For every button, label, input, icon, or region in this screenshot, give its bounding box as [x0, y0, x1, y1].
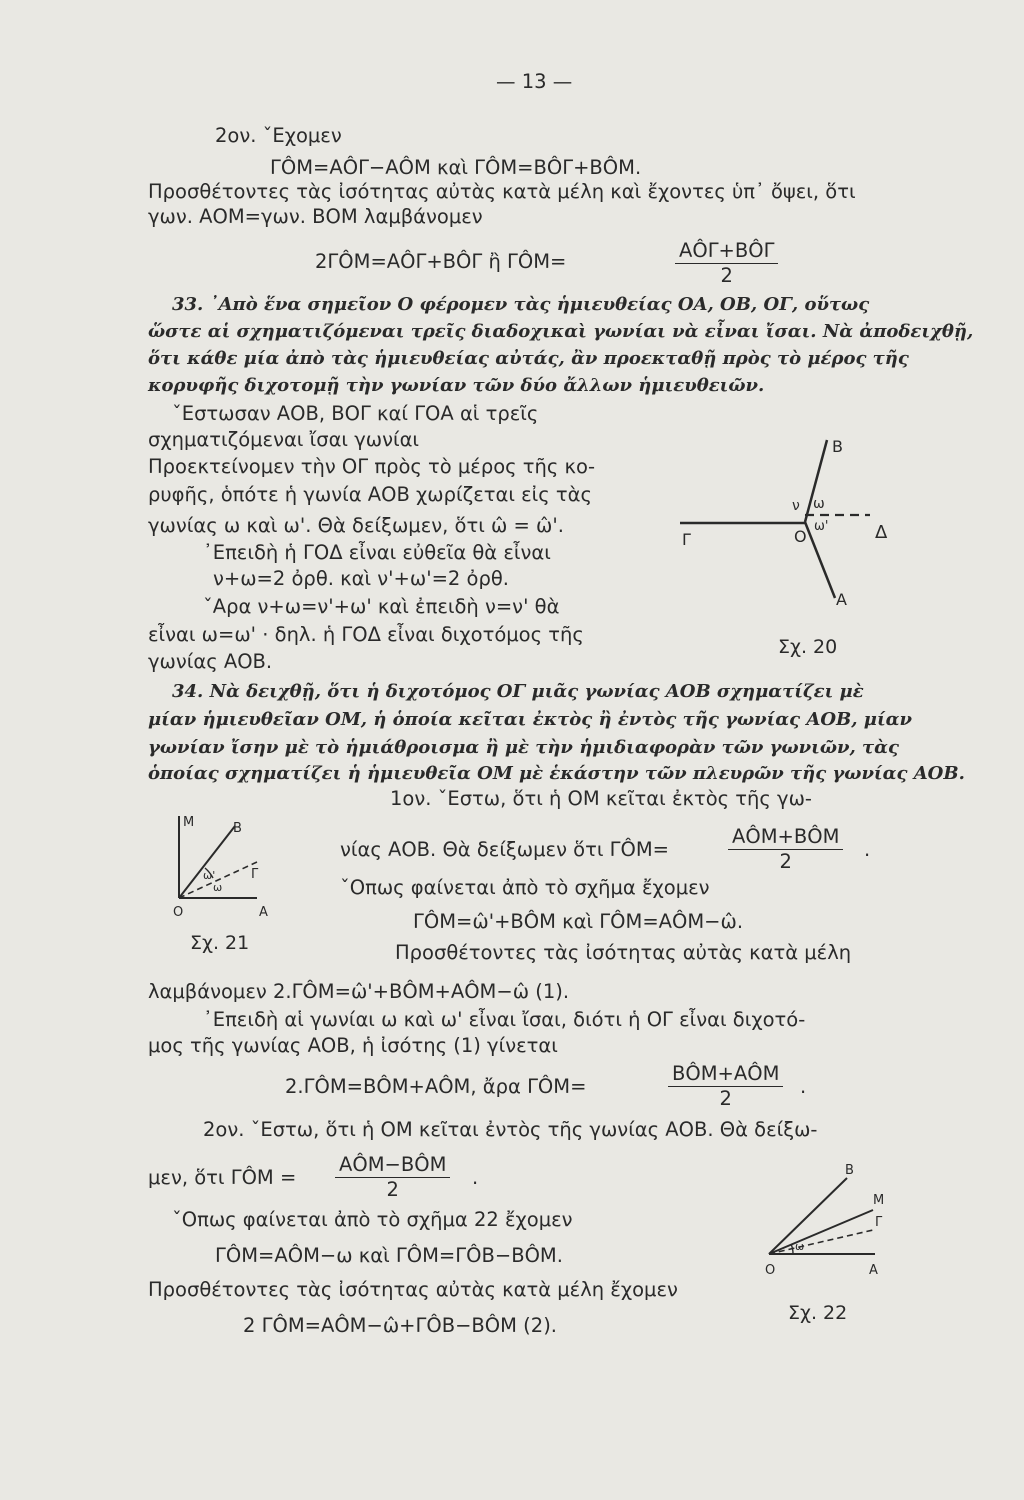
- figure-21: [165, 812, 295, 927]
- equation: ΓÔΜ=ω̂'+ΒÔΜ καὶ ΓÔΜ=ΑÔΜ−ω̂.: [413, 910, 744, 933]
- fig20-label-A: Α: [836, 590, 847, 609]
- figure-caption: Σχ. 21: [190, 932, 250, 954]
- case-intro: 2ον. ˇΕστω, ὅτι ἡ ΟΜ κεῖται ἐντὸς τῆς γωνίας ΑΟΒ. Θὰ δείξω-: [203, 1118, 818, 1141]
- figure-20: [670, 420, 910, 620]
- fig21-label-M: Μ: [183, 815, 195, 830]
- proof-line: γωνίας ω καὶ ω'. Θὰ δείξωμεν, ὅτι ω̂ = ω̂'.: [148, 514, 564, 537]
- denominator: 2: [720, 264, 733, 287]
- denominator: 2: [386, 1178, 399, 1201]
- fig22-label-O: Ο: [765, 1263, 776, 1278]
- fraction: [728, 826, 843, 873]
- equation: 2.ΓÔΜ=ΒÔΜ+ΑÔΜ, ἄρα ΓÔΜ=: [285, 1075, 587, 1098]
- text-line: Προσθέτοντες τὰς ἰσότητας αὐτὰς κατὰ μέλη: [395, 941, 852, 964]
- proof-line: ν+ω=2 ὀρθ. καὶ ν'+ω'=2 ὀρθ.: [213, 567, 509, 590]
- proof-line: ᾽Επειδὴ ἡ ΓΟΔ εἶναι εὐθεῖα θὰ εἶναι: [203, 541, 551, 564]
- statement: νίας ΑΟΒ. Θὰ δείξωμεν ὅτι ΓÔΜ=: [340, 838, 670, 861]
- fig20-label-omega: ω: [813, 496, 825, 512]
- problem-statement: ὥστε αἱ σχηματιζόμεναι τρεῖς διαδοχικαὶ γωνίαι νὰ εἶναι ἴσαι. Νὰ ἀποδειχθῇ,: [148, 321, 974, 342]
- figure-caption: Σχ. 20: [778, 636, 838, 658]
- text-line: ˇΟπως φαίνεται ἀπὸ τὸ σχῆμα 22 ἔχομεν: [172, 1208, 573, 1231]
- statement: μεν, ὅτι ΓÔΜ =: [148, 1166, 297, 1189]
- fig20-label-nu: ν: [792, 498, 800, 514]
- proof-line: ˇΑρα ν+ω=ν'+ω' καὶ ἐπειδὴ ν=ν' θὰ: [203, 595, 560, 618]
- equation: 2 ΓÔΜ=ΑÔΜ−ω̂+ΓÔΒ−ΒÔΜ (2).: [243, 1314, 557, 1337]
- numerator: ΑÔΓ+ΒÔΓ: [675, 240, 778, 264]
- equation: ΓÔΜ=ΑÔΓ−ΑÔΜ καὶ ΓÔΜ=ΒÔΓ+ΒÔΜ.: [270, 156, 642, 179]
- numerator: ΒÔΜ+ΑÔΜ: [668, 1063, 783, 1087]
- fig21-label-B: Β: [233, 821, 242, 836]
- numerator: ΑÔΜ+ΒÔΜ: [728, 826, 843, 850]
- proof-line: εἶναι ω=ω' · δηλ. ἡ ΓΟΔ εἶναι διχοτόμος τῆς: [148, 623, 584, 646]
- punctuation: .: [472, 1166, 479, 1189]
- fig21-label-omega-prime: ω': [203, 869, 216, 882]
- punctuation: .: [800, 1075, 807, 1098]
- problem-statement: 34. Νὰ δειχθῇ, ὅτι ἡ διχοτόμος ΟΓ μιᾶς γωνίας ΑΟΒ σχηματίζει μὲ: [172, 681, 864, 702]
- equation: 2ΓÔΜ=ΑÔΓ+ΒÔΓ ἢ ΓÔΜ=: [315, 250, 567, 273]
- proof-line: ρυφῆς, ὁπότε ἡ γωνία ΑΟΒ χωρίζεται εἰς τὰς: [148, 483, 592, 506]
- text-line: Προσθέτοντες τὰς ἰσότητας αὐτὰς κατὰ μέλη ἔχομεν: [148, 1278, 678, 1301]
- proof-line: γωνίας ΑΟΒ.: [148, 650, 273, 673]
- fig22-label-M: Μ: [873, 1193, 885, 1208]
- equation: ΓÔΜ=ΑÔΜ−ω καὶ ΓÔΜ=ΓÔΒ−ΒÔΜ.: [215, 1244, 563, 1267]
- proof-line: ˇΕστωσαν ΑΟΒ, ΒΟΓ καί ΓΟΑ αἱ τρεῖς: [172, 402, 539, 425]
- problem-statement: ὁποίας σχηματίζει ἡ ἡμιευθεῖα ΟΜ μὲ ἑκάστην τῶν πλευρῶν τῆς γωνίας ΑΟΒ.: [148, 763, 965, 784]
- figure-22: [745, 1160, 905, 1280]
- fig22-label-G: Γ: [875, 1215, 883, 1230]
- fig20-label-B: B: [832, 437, 843, 456]
- fraction: [675, 240, 778, 287]
- figure-caption: Σχ. 22: [788, 1302, 848, 1324]
- text-line: ˇΟπως φαίνεται ἀπὸ τὸ σχῆμα ἔχομεν: [340, 876, 710, 899]
- problem-statement: 33. ᾽Απὸ ἕνα σημεῖον Ο φέρομεν τὰς ἡμιευθείας ΟΑ, ΟΒ, ΟΓ, οὕτως: [172, 294, 870, 315]
- case-intro: 1ον. ˇΕστω, ὅτι ἡ ΟΜ κεῖται ἐκτὸς τῆς γω-: [390, 787, 812, 810]
- text-line: ᾽Επειδὴ αἱ γωνίαι ω καὶ ω' εἶναι ἴσαι, διότι ἡ ΟΓ εἶναι διχοτό-: [203, 1008, 806, 1031]
- problem-statement: ὅτι κάθε μία ἀπὸ τὰς ἡμιευθείας αὐτάς, ἂν προεκταθῇ πρὸς τὸ μέρος τῆς: [148, 348, 909, 369]
- fig22-label-A: Α: [869, 1263, 878, 1278]
- fig22-label-B: Β: [845, 1163, 854, 1178]
- page-number: — 13 —: [496, 70, 573, 93]
- fig20-label-D: Δ: [875, 522, 888, 543]
- proof-line: Προεκτείνομεν τὴν ΟΓ πρὸς τὸ μέρος τῆς κο-: [148, 455, 596, 478]
- case-label: 2ον. ˇΕχομεν: [215, 124, 342, 147]
- problem-statement: κορυφῆς διχοτομῇ τὴν γωνίαν τῶν δύο ἄλλων ἡμιευθειῶν.: [148, 375, 765, 396]
- fraction: [668, 1063, 783, 1110]
- proof-line: σχηματιζόμεναι ἴσαι γωνίαι: [148, 428, 420, 451]
- fig21-label-O: Ο: [173, 905, 184, 920]
- problem-statement: μίαν ἡμιευθεῖαν ΟΜ, ἡ ὁποία κεῖται ἐκτὸς ἢ ἐντὸς τῆς γωνίας ΑΟΒ, μίαν: [148, 709, 912, 730]
- fig22-label-omega: ω: [795, 1240, 805, 1253]
- text-line: Προσθέτοντες τὰς ἰσότητας αὐτὰς κατὰ μέλη καὶ ἔχοντες ὑπ᾽ ὄψει, ὅτι: [148, 180, 856, 203]
- problem-statement: γωνίαν ἴσην μὲ τὸ ἡμιάθροισμα ἢ μὲ τὴν ἡμιδιαφορὰν τῶν γωνιῶν, τὰς: [148, 737, 899, 758]
- text-line: μος τῆς γωνίας ΑΟΒ, ἡ ἰσότης (1) γίνεται: [148, 1034, 558, 1057]
- text-line: γων. ΑΟΜ=γων. ΒΟΜ λαμβάνομεν: [148, 205, 483, 228]
- fraction: [335, 1154, 450, 1201]
- fig21-label-omega: ω: [213, 881, 223, 894]
- fig21-label-G: Γ: [251, 867, 259, 882]
- punctuation: .: [864, 838, 871, 861]
- fig20-label-omega-prime: ω': [814, 519, 829, 534]
- fig21-label-A: Α: [259, 905, 268, 920]
- denominator: 2: [719, 1087, 732, 1110]
- equation: λαμβάνομεν 2.ΓÔΜ=ω̂'+ΒÔΜ+ΑÔΜ−ω̂ (1).: [148, 980, 570, 1003]
- denominator: 2: [779, 850, 792, 873]
- numerator: ΑÔΜ−ΒÔΜ: [335, 1154, 450, 1178]
- fig20-label-O: Ο: [794, 527, 807, 546]
- fig20-label-G: Γ: [682, 530, 691, 549]
